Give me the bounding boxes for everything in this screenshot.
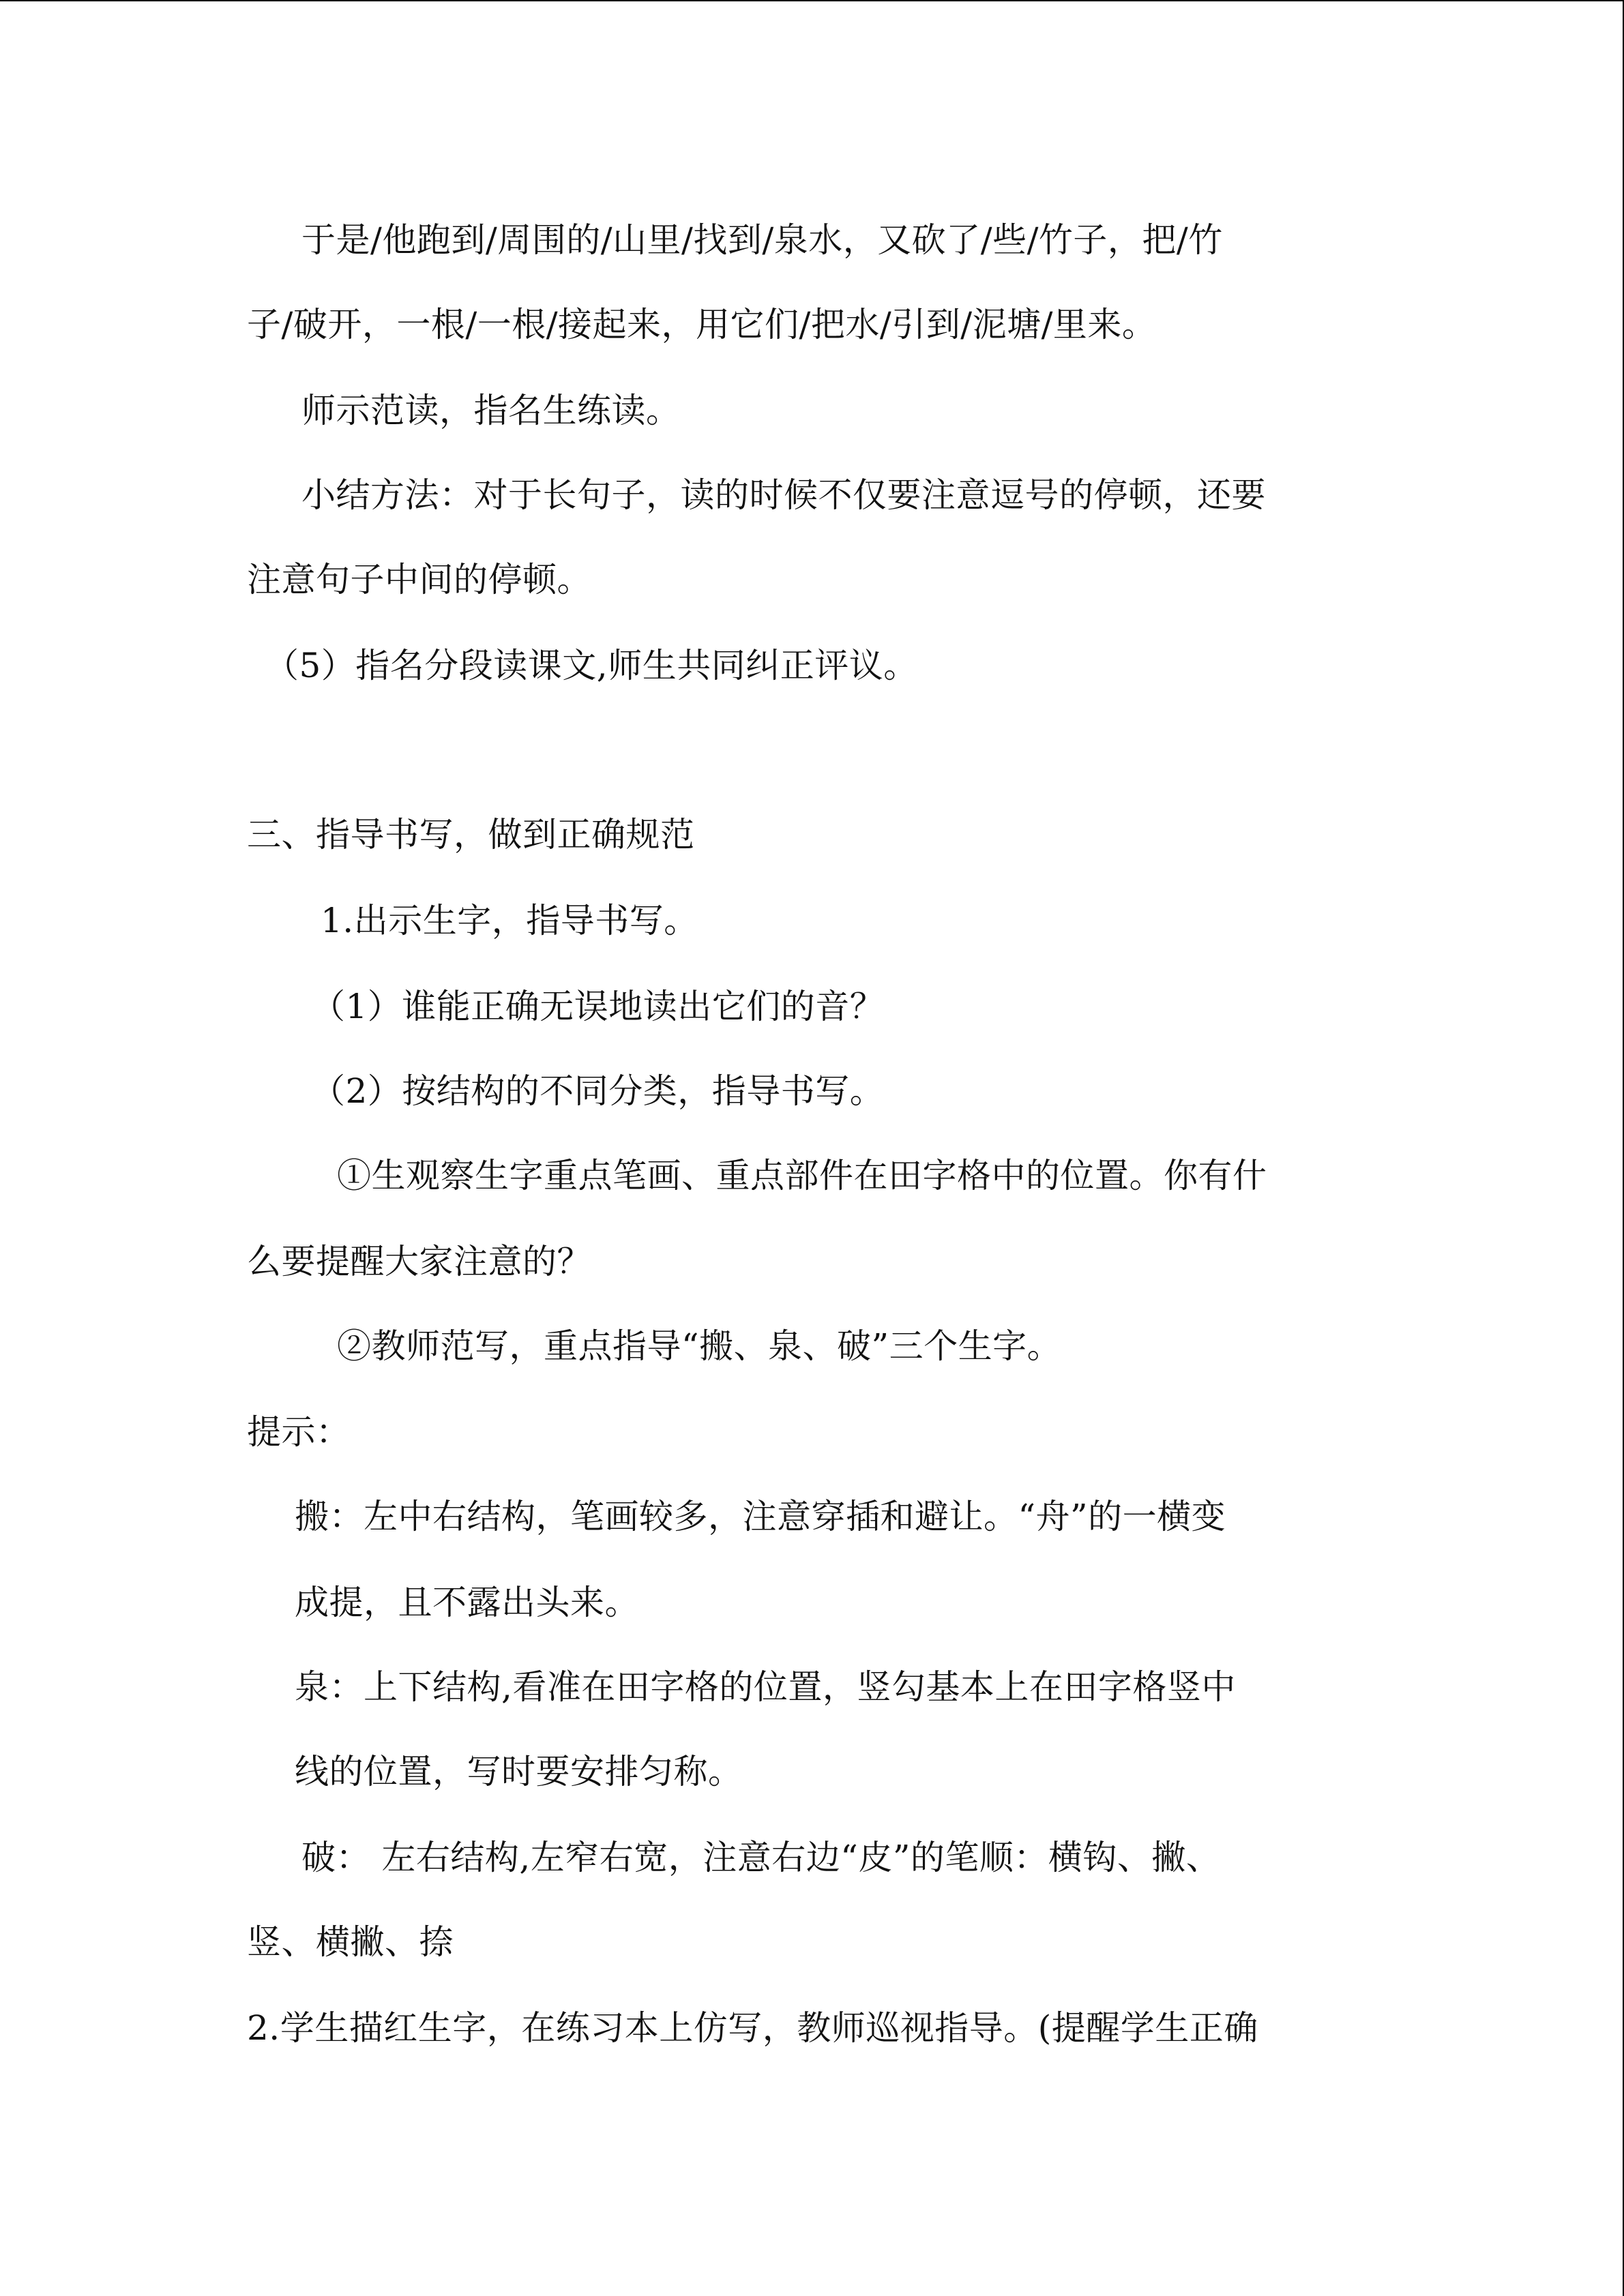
step-heading-2: 2.学生描红生字，在练习本上仿写，教师巡视指导。(提醒学生正确 — [247, 2008, 1258, 2048]
paragraph-line-6: （5）指名分段读课文,师生共同纠正评议。 — [265, 646, 918, 685]
step-heading-1: 1.出示生字，指导书写。 — [321, 901, 698, 940]
paragraph-line-13: ②教师范写，重点指导“搬、泉、破”三个生字。 — [337, 1326, 1062, 1366]
substep-2: （2）按结构的不同分类，指导书写。 — [311, 1071, 885, 1111]
substep-1: （1）谁能正确无误地读出它们的音？ — [311, 987, 885, 1026]
tip-line-6: 竖、横撇、捺 — [247, 1922, 454, 1962]
paragraph-line-2: 子/破开，一根/一根/接起来，用它们/把水/引到/泥塘/里来。 — [247, 305, 1157, 344]
tips-label: 提示： — [247, 1412, 351, 1452]
section-heading: 三、指导书写，做到正确规范 — [247, 815, 695, 854]
tip-line-4: 线的位置，写时要安排匀称。 — [295, 1752, 743, 1791]
tip-line-1: 搬：左中右结构，笔画较多，注意穿插和避让。“舟”的一横变 — [295, 1497, 1226, 1536]
paragraph-line-12: 么要提醒大家注意的？ — [247, 1242, 591, 1281]
tip-line-2: 成提，且不露出头来。 — [295, 1583, 639, 1622]
paragraph-line-5: 注意句子中间的停顿。 — [247, 560, 591, 599]
tip-line-5: 破： 左右结构,左窄右宽，注意右边“皮”的笔顺：横钩、撇、 — [301, 1838, 1221, 1877]
paragraph-line-4: 小结方法：对于长句子，读的时候不仅要注意逗号的停顿，还要 — [301, 475, 1266, 515]
paragraph-line-11: ①生观察生字重点笔画、重点部件在田字格中的位置。你有什 — [337, 1156, 1267, 1195]
tip-line-3: 泉：上下结构,看准在田字格的位置，竖勾基本上在田字格竖中 — [295, 1667, 1236, 1707]
paragraph-line-1: 于是/他跑到/周围的/山里/找到/泉水，又砍了/些/竹子，把/竹 — [301, 220, 1223, 260]
paragraph-line-3: 师示范读，指名生练读。 — [301, 391, 681, 430]
